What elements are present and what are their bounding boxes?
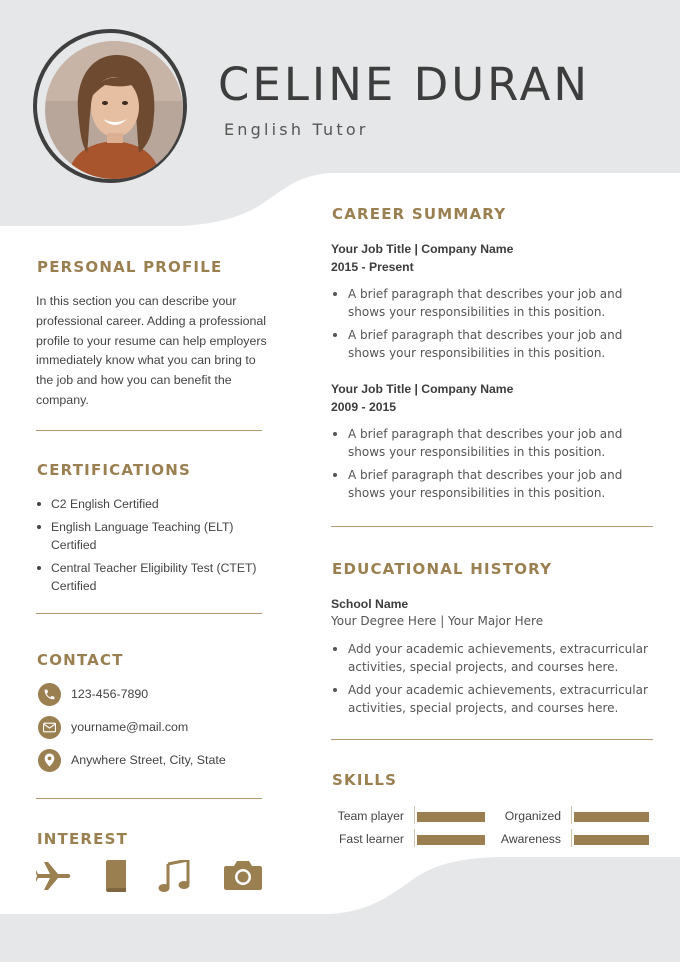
- job-entry-1: [331, 241, 513, 276]
- job-bullet: A brief paragraph that describes your job and shows your responsibilities in this position.: [331, 466, 661, 503]
- degree-major: Your Degree Here | Your Major Here: [331, 614, 544, 628]
- skill-tick: [571, 806, 572, 824]
- music-note-icon: [158, 860, 190, 892]
- skill-bar-fill: [417, 835, 485, 845]
- divider: [36, 798, 262, 799]
- interest-heading: INTEREST: [37, 830, 129, 848]
- divider: [36, 613, 262, 614]
- skills-heading: SKILLS: [332, 771, 398, 789]
- education-bullet: Add your academic achievements, extracurricular activities, special projects, and courses here.: [331, 640, 661, 677]
- job-title: Your Job Title | Company Name: [331, 242, 514, 256]
- skill-bar: [417, 812, 485, 822]
- job-bullet: A brief paragraph that describes your job and shows your responsibilities in this position.: [331, 425, 661, 462]
- phone-icon: [38, 683, 61, 706]
- skill-bar: [417, 835, 485, 845]
- portrait-photo-icon: [45, 41, 183, 179]
- skill-label: Fast learner: [338, 832, 404, 846]
- skill-bar-fill: [574, 812, 649, 822]
- skill-tick: [571, 829, 572, 847]
- divider: [36, 430, 262, 431]
- contact-phone: [38, 682, 148, 706]
- education-bullets: [331, 640, 661, 721]
- education-bullet: Add your academic achievements, extracurricular activities, special projects, and courses here.: [331, 681, 661, 718]
- job-title: Your Job Title | Company Name: [331, 382, 514, 396]
- location-pin-icon: [38, 749, 61, 772]
- airplane-icon: [36, 860, 72, 892]
- personal-profile-text: In this section you can describe your professional career. Adding a professional profile to your resume can help employers immediately know what you can bring to the job and how you can benefit the company.: [36, 294, 267, 407]
- certification-item: C2 English Certified: [36, 495, 261, 514]
- certification-item: English Language Teaching (ELT) Certified: [36, 518, 261, 555]
- job-dates: 2009 - 2015: [331, 399, 397, 414]
- skill-bar-fill: [574, 835, 649, 845]
- camera-icon: [224, 860, 262, 890]
- education-heading: EDUCATIONAL HISTORY: [332, 560, 553, 578]
- street-address: Anywhere Street, City, State: [71, 753, 226, 767]
- certifications-list: [36, 495, 261, 600]
- personal-profile-heading: PERSONAL PROFILE: [37, 258, 223, 276]
- job-entry-2: [331, 381, 513, 416]
- job-bullet: A brief paragraph that describes your job and shows your responsibilities in this position.: [331, 326, 661, 363]
- email-address[interactable]: yourname@mail.com: [71, 720, 189, 734]
- profile-photo: [45, 41, 183, 179]
- phone-number[interactable]: 123-456-7890: [71, 687, 149, 701]
- divider: [331, 526, 653, 527]
- contact-address: [38, 748, 226, 772]
- job-bullet: A brief paragraph that describes your job and shows your responsibilities in this position.: [331, 285, 661, 322]
- job-1-bullets: [331, 285, 661, 366]
- certification-item: Central Teacher Eligibility Test (CTET) Certified: [36, 559, 261, 596]
- candidate-title: English Tutor: [224, 120, 369, 139]
- skill-label: Awareness: [500, 832, 561, 846]
- candidate-name: CELINE DURAN: [218, 58, 591, 111]
- skill-label: Team player: [337, 809, 404, 823]
- mail-icon: [38, 716, 61, 739]
- book-icon: [104, 860, 128, 892]
- certifications-heading: CERTIFICATIONS: [37, 461, 191, 479]
- skill-bar: [574, 835, 649, 845]
- skill-bar-fill: [417, 812, 485, 822]
- skill-bar: [574, 812, 649, 822]
- skill-tick: [414, 829, 415, 847]
- contact-heading: CONTACT: [37, 651, 124, 669]
- job-2-bullets: [331, 425, 661, 506]
- school-name: School Name: [331, 597, 409, 611]
- divider: [331, 739, 653, 740]
- career-summary-heading: CAREER SUMMARY: [332, 205, 507, 223]
- contact-email: [38, 715, 188, 739]
- skill-tick: [414, 806, 415, 824]
- skill-label: Organized: [504, 809, 561, 823]
- job-dates: 2015 - Present: [331, 259, 414, 274]
